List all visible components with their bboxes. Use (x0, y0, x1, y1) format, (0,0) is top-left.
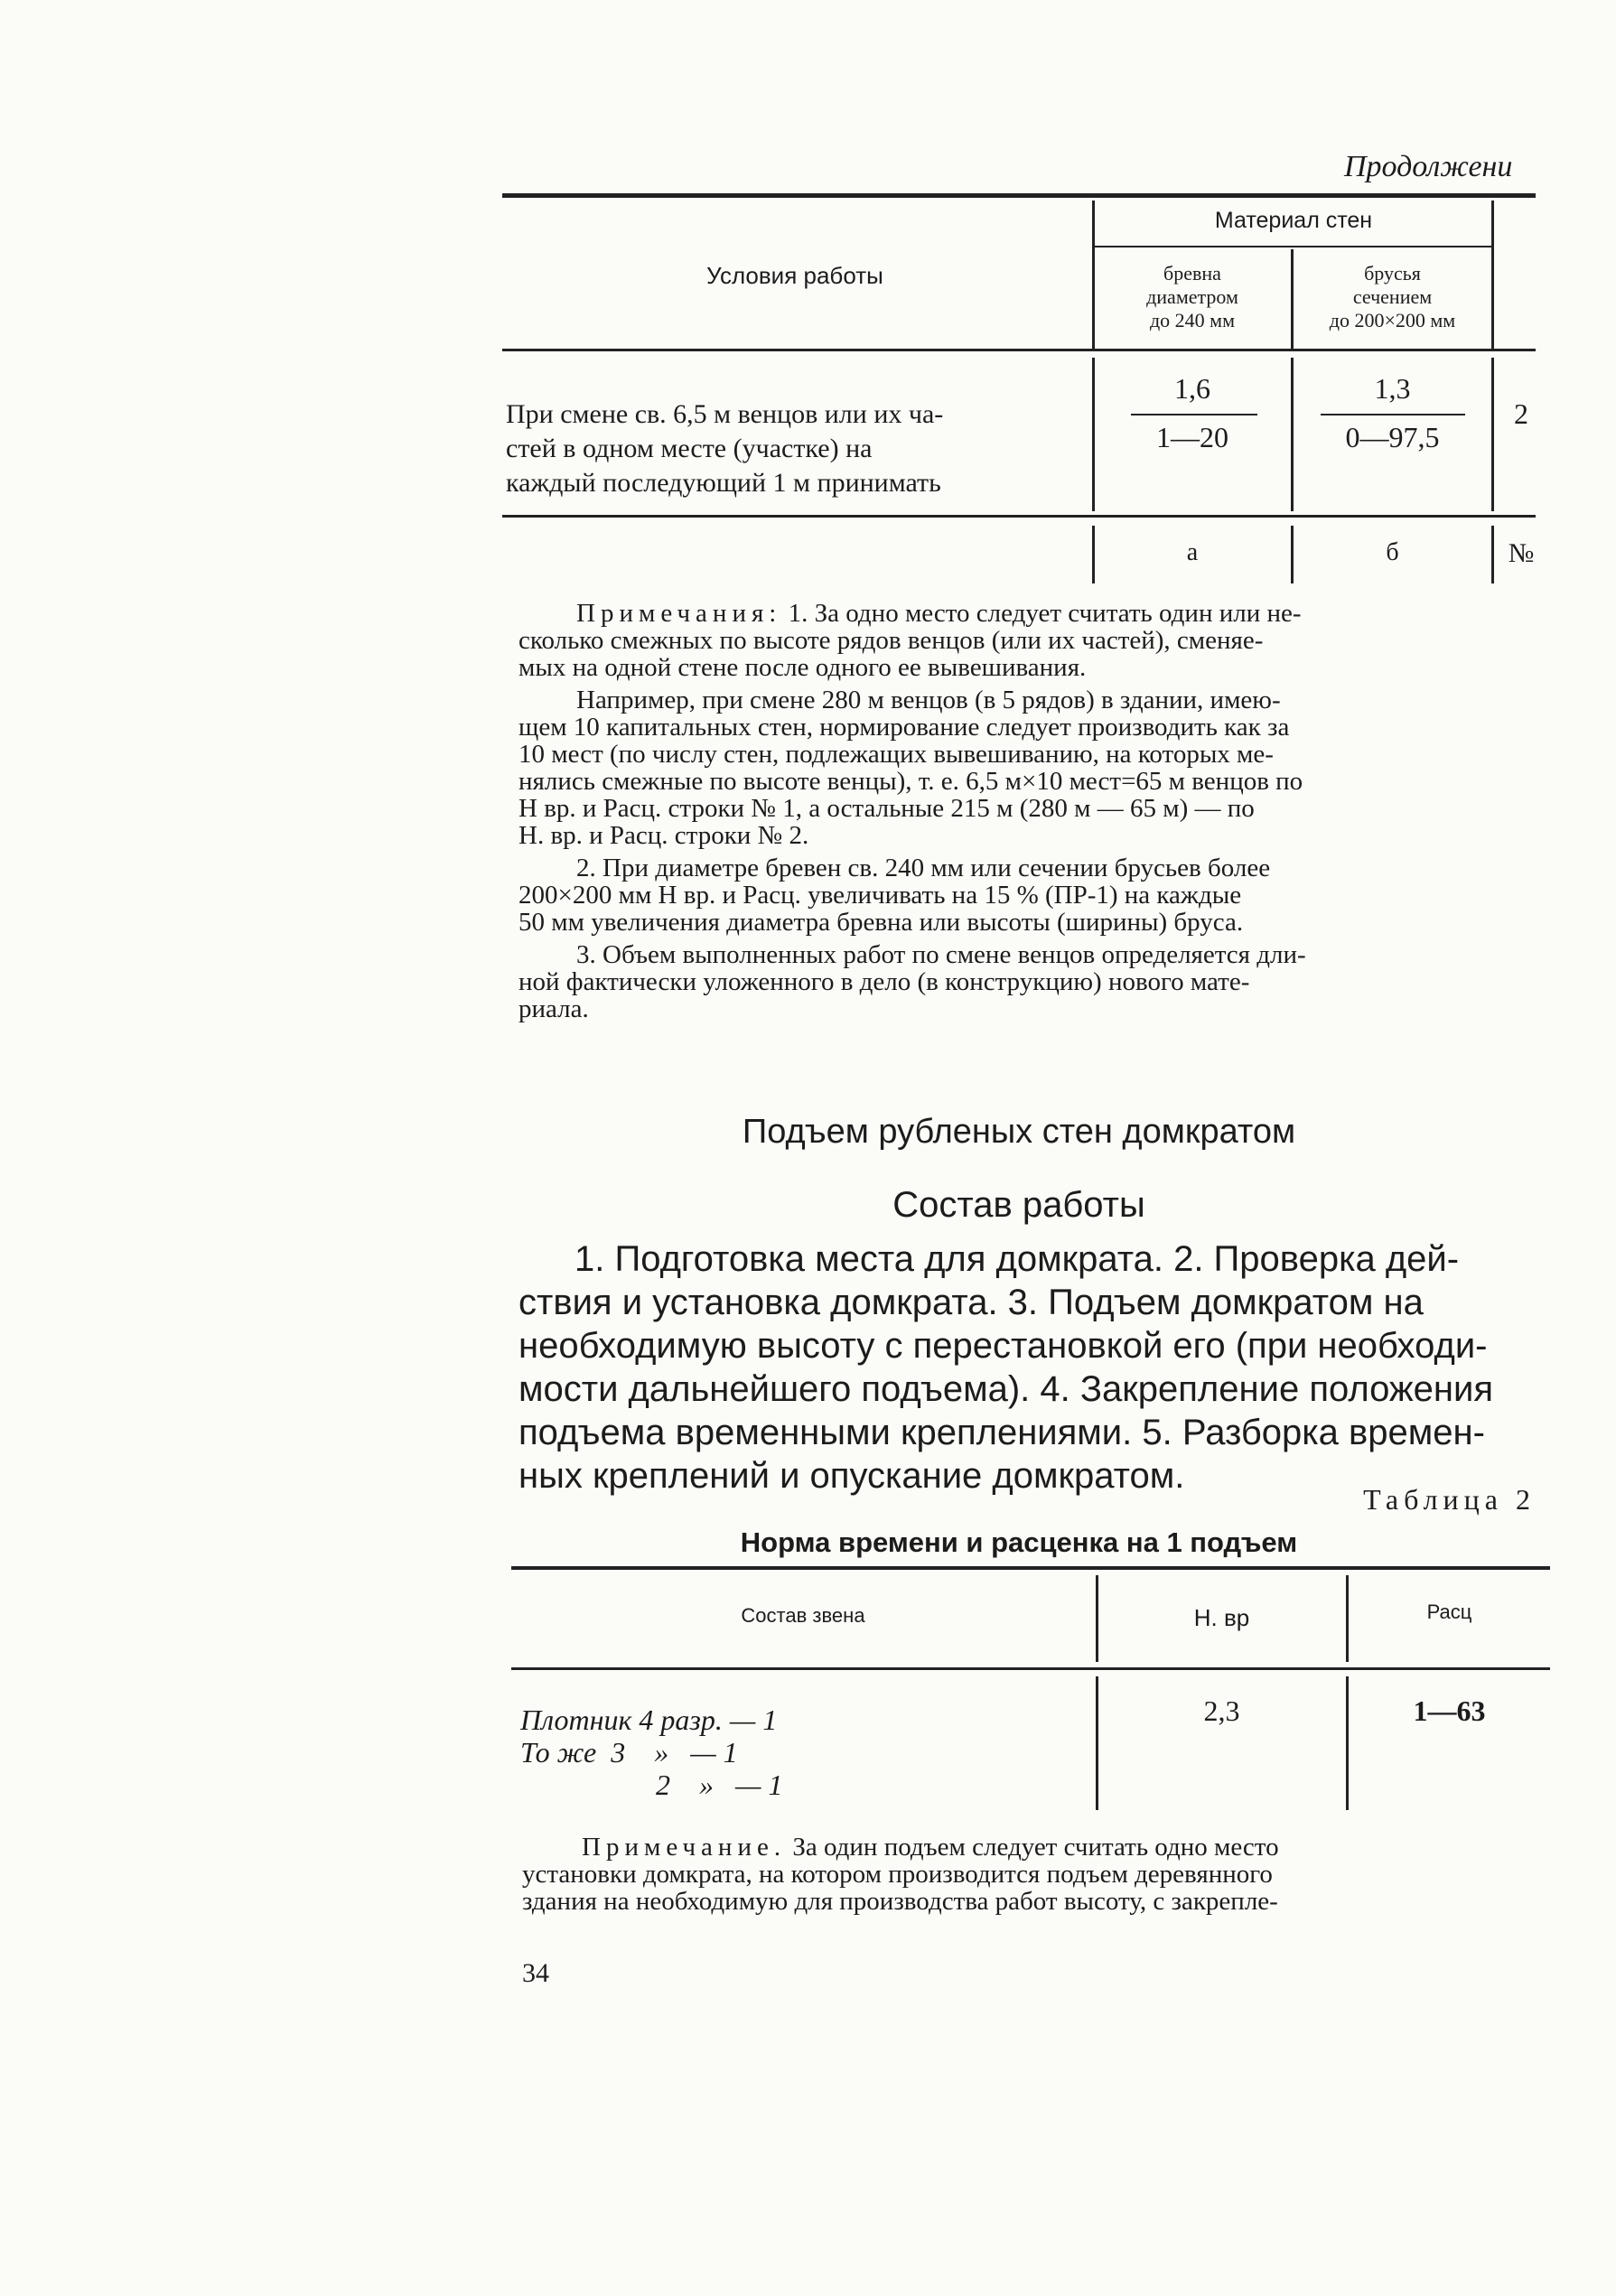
section-title: Подъем рубленых стен домкратом (742, 1113, 1296, 1151)
table1-col-a-header: бревна диаметром до 240 мм (1146, 262, 1238, 331)
table1-col-b-fraction (1321, 414, 1465, 415)
table1-footer-num: № (1508, 538, 1535, 568)
table1-header-material: Материал стен (1214, 208, 1373, 233)
table2-top-rule (511, 1566, 1550, 1570)
note-2: 2. При диаметре бревен св. 240 мм или сечении брусьев более 200×200 мм Н вр. и Расц. увеличивать на 15 % (ПР-1) на каждые 50 мм увеличения диаметра бревна или высоты (ширины) бруса. (518, 854, 1271, 937)
table1-row-number: 2 (1514, 397, 1528, 430)
table2-rasc-value: 1—63 (1413, 1694, 1486, 1727)
table1-col-a-bottom: 1—20 (1156, 421, 1228, 453)
table1-col-b-bottom: 0—97,5 (1345, 421, 1440, 453)
table2-caption: Норма времени и расценка на 1 подъем (740, 1526, 1298, 1558)
note-final: Примечание. За один подъем следует считать одно место установки домкрата, на котором производится подъем деревянного здания на необходимую для производства работ высоту, с закрепле- (522, 1833, 1279, 1916)
table2-header-rule (511, 1667, 1550, 1670)
table1-vline-3-body (1491, 358, 1494, 511)
table1-col-b-top: 1,3 (1374, 372, 1411, 405)
continuation-label: Продолжени (1344, 150, 1513, 183)
table2-header-crew: Состав звена (741, 1604, 865, 1627)
table1-col-a-fraction (1131, 414, 1257, 415)
table1-footer-a: а (1186, 538, 1199, 566)
table2-crew-cell: Плотник 4 разр. — 1 То же 3 » — 1 2 » — 1 (520, 1703, 783, 1801)
table1-header-conditions: Условия работы (706, 262, 883, 289)
table1-col-a-top: 1,6 (1174, 372, 1210, 405)
table1-material-underline (1095, 246, 1492, 247)
note-1: Примечания: 1. За одно место следует считать один или не- (576, 599, 1302, 628)
table2-nvr-value: 2,3 (1203, 1694, 1240, 1727)
composition-title: Состав работы (892, 1185, 1145, 1225)
note-3: 3. Объем выполненных работ по смене венцов определяется дли- ной фактически уложенного в дело (в конструкцию) нового мате- риала. (518, 940, 1306, 1023)
table2-header-nvr: Н. вр (1193, 1604, 1250, 1631)
page-number: 34 (522, 1958, 549, 1988)
table1-top-rule (502, 193, 1536, 198)
table2-label: Таблица 2 (1363, 1483, 1536, 1516)
table1-header-rule (502, 349, 1536, 351)
table2-header-rasc: Расц (1426, 1601, 1472, 1623)
table1-col-b-header: брусья сечением до 200×200 мм (1329, 262, 1456, 331)
notes-block: Примечания: 1. За одно место следует считать один или не- сколько смежных по высоте рядов венцов (или их частей), сменяе- мых на одной стене после одного ее вывешивания. Например, при смене 280 м венцов (в 5 рядов) в здании, имею- щем 10 капитальных стен, нормирование следует производить как за 10 мест (по числу стен, подлежащих вывешиванию, на которых ме- нялись смежные по высоте венцы), т. е. 6,5 м×10 мест=65 м венцов по Н вр. и Расц. строки № 1, а остальные 215 м (280 м — 65 м) — по Н. вр. и Расц. строки № 2. 2. При диаметре бревен св. 240 мм или сечении брусьев более 200×200 мм Н вр. и Расц. увеличивать на 15 % (ПР-1) на каждые 50 мм увеличения диаметра бревна или высоты (ширины) бруса. 3. Объем выполненных работ по смене венцов определяется дли- ной фактически уложенного в дело (в конструкцию) нового мате- риала. (518, 600, 1557, 1022)
table1-bottom-rule (502, 515, 1536, 518)
note-example: Например, при смене 280 м венцов (в 5 рядов) в здании, имею- щем 10 капитальных стен, нормирование следует производить как за 10 мест (по числу стен, подлежащих вывешиванию, на которых ме- нялись смежные по высоте венцы), т. е. 6,5 м×10 мест=65 м венцов по Н вр. и Расц. строки № 1, а остальные 215 м (280 м — 65 м) — по Н. вр. и Расц. строки № 2. (518, 686, 1303, 850)
table1-row-conditions: При смене св. 6,5 м венцов или их ча- стей в одном месте (участке) на каждый последующий 1 м принимать (506, 399, 944, 498)
composition-body: 1. Подготовка места для домкрата. 2. Проверка дей- ствия и установка домкрата. 3. Подъем домкратом на необходимую высоту с перестановкой его (при необходи- мости дальнейшего подъема). 4. Закрепление положения подъема временными креплениями. 5. Разборка времен- ных креплений и опускание домкратом. (518, 1239, 1494, 1496)
table1-footer-b: б (1386, 538, 1399, 566)
